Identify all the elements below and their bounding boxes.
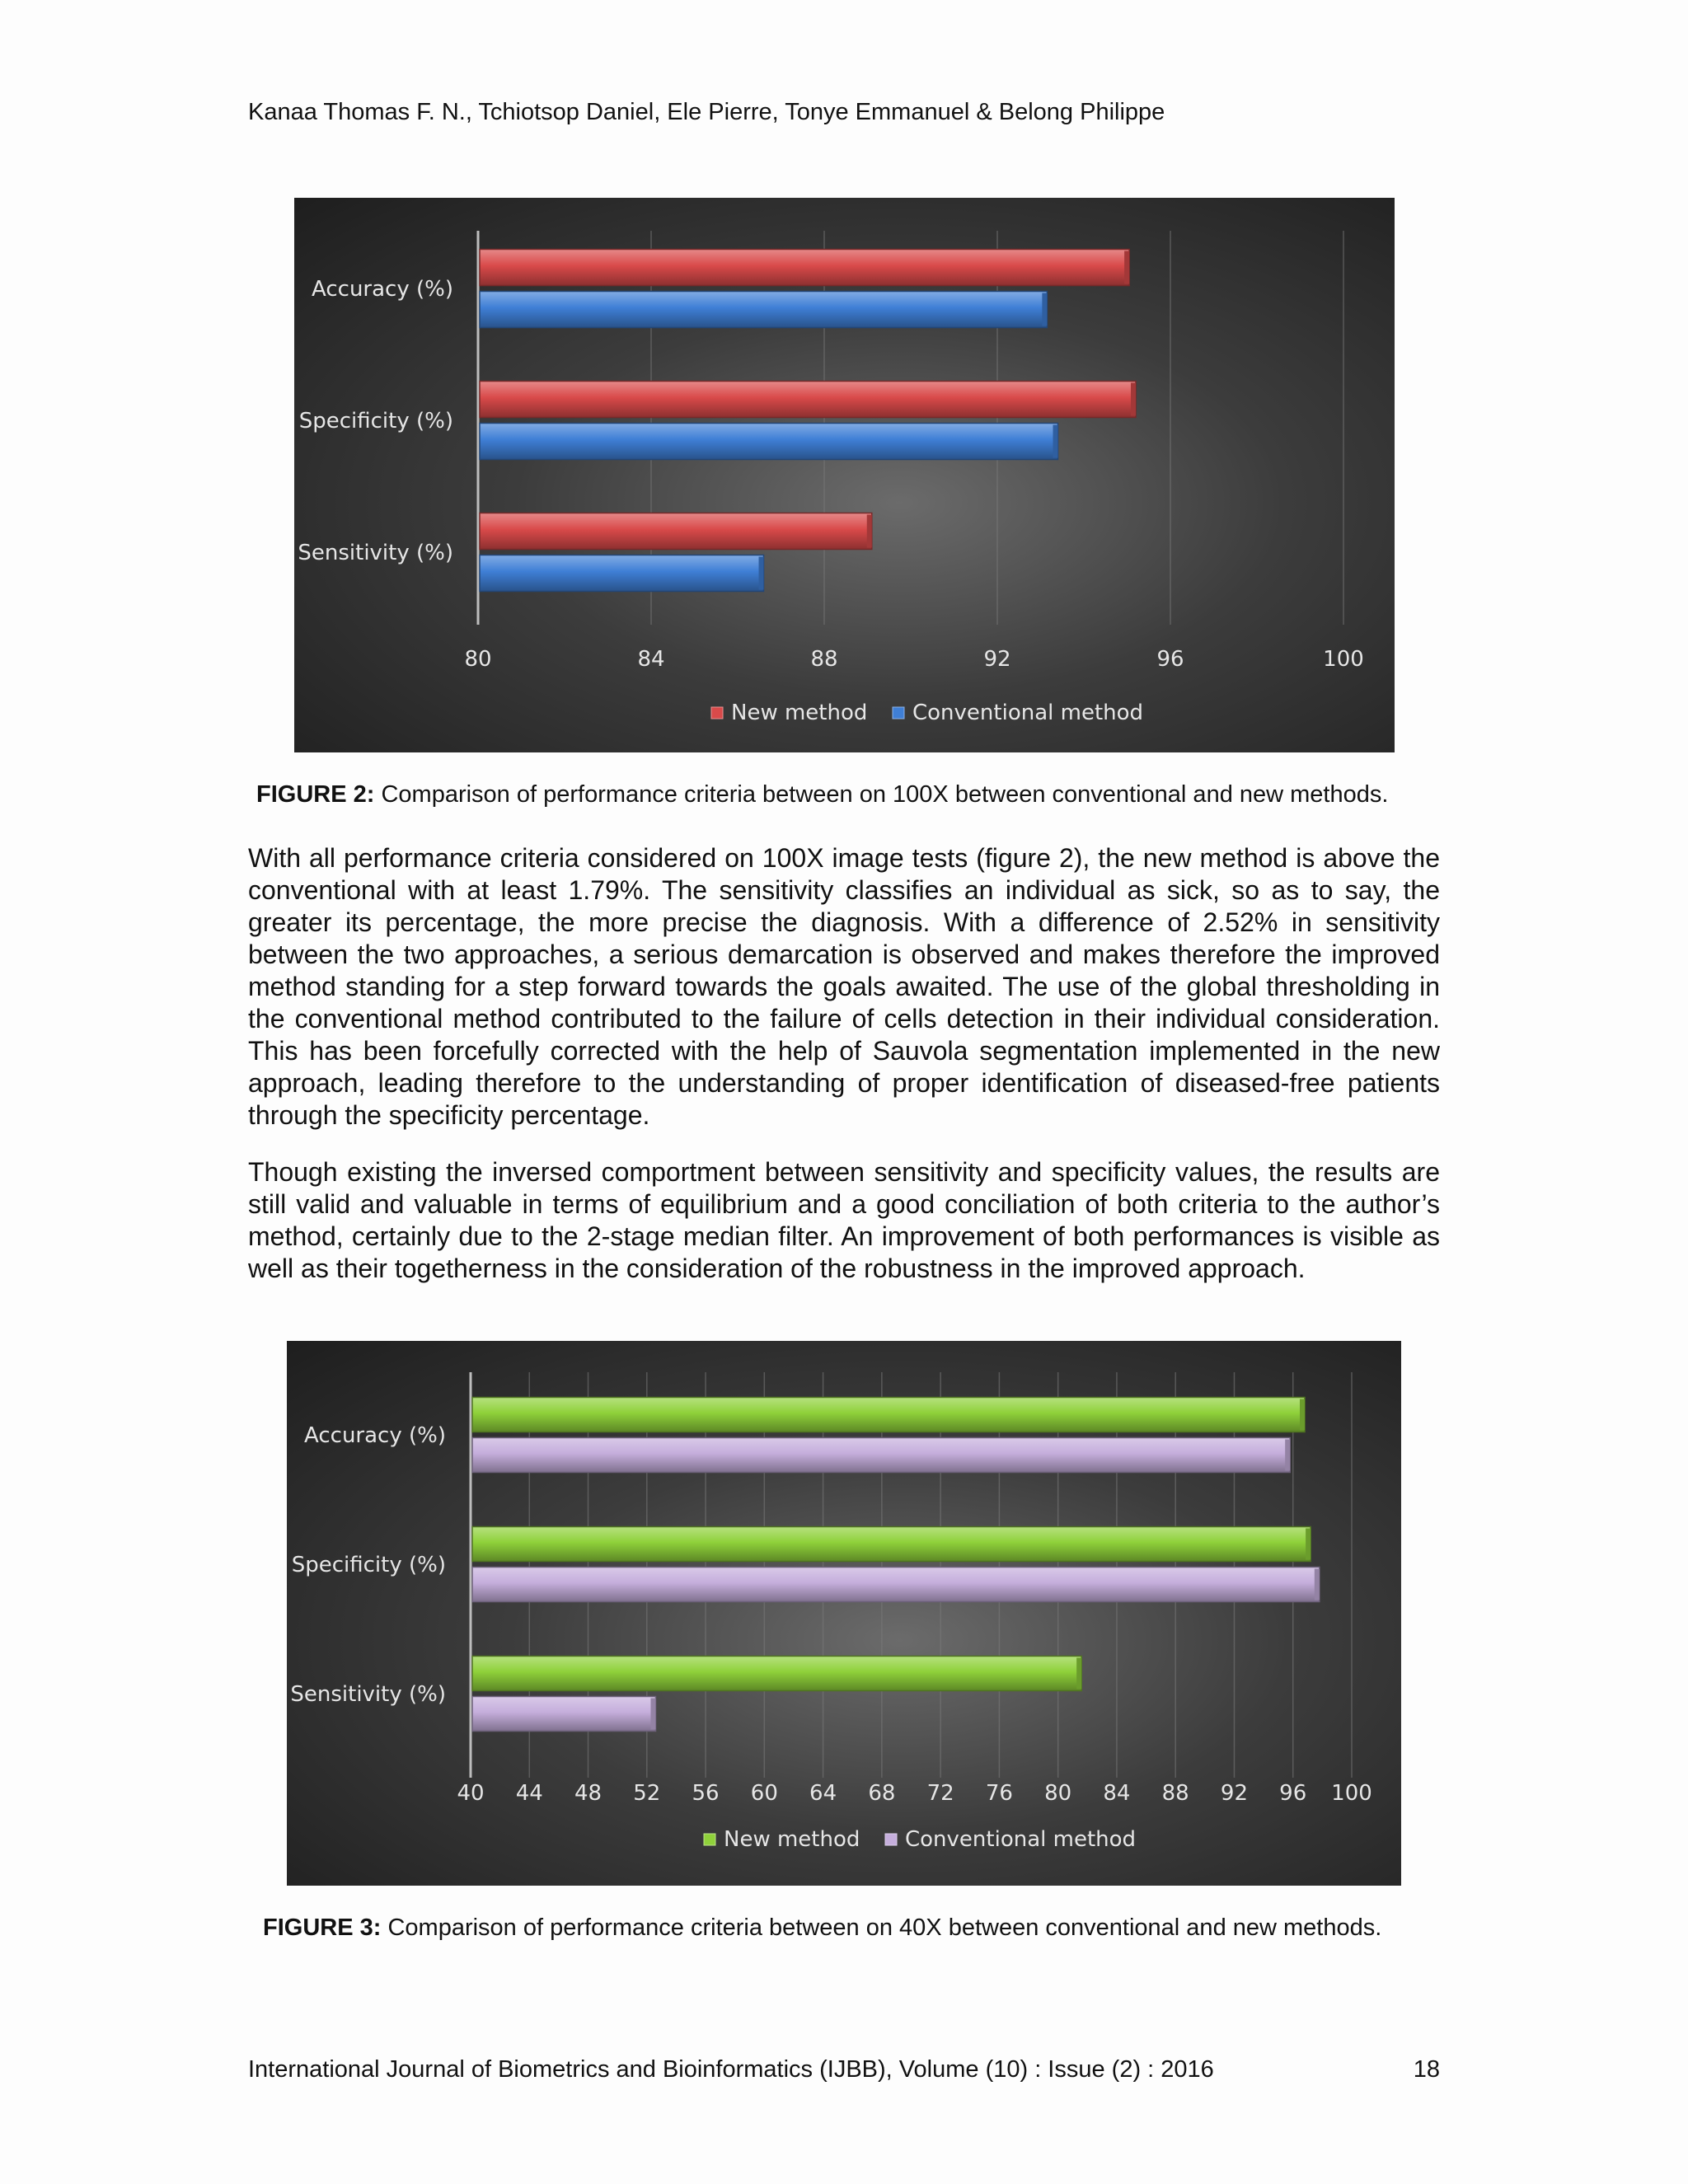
x-tick-label: 56 [692, 1781, 720, 1806]
chart-legend [711, 701, 1143, 725]
bar-end-bevel [1131, 383, 1136, 416]
category-label: Specificity (%) [298, 409, 453, 434]
x-tick-label: 96 [1156, 647, 1184, 672]
x-tick-label: 80 [1044, 1781, 1072, 1806]
body-paragraph-2: Though existing the inversed comportment between sensitivity and specificity values, the results are still valid and valuable in terms of equilibrium and a good conciliation of both criteria to the author’s method, certainly due to the 2-stage median filter. An improvement of both performances is visible as well as their togetherness in the consideration of the robustness in the improved approach. [248, 1157, 1440, 1283]
legend-label: Conventional method [905, 1827, 1137, 1852]
x-tick-label: 100 [1323, 647, 1364, 672]
bar-end-bevel [867, 515, 872, 548]
bar-conventional-method [480, 292, 1047, 328]
figure-2-caption [256, 781, 1388, 808]
x-tick-label: 72 [926, 1781, 954, 1806]
bar-new-method [480, 513, 872, 550]
x-tick-label: 100 [1331, 1781, 1372, 1806]
category-label: Accuracy (%) [304, 1423, 446, 1448]
bar-end-bevel [759, 557, 764, 590]
x-tick-label: 84 [637, 647, 665, 672]
legend-swatch [704, 1834, 715, 1845]
journal-citation: International Journal of Biometrics and Bioinformatics (IJBB), Volume (10) : Issue (2) : 2016 [248, 2056, 1214, 2083]
legend-label: New method [724, 1827, 860, 1852]
x-tick-label: 76 [985, 1781, 1013, 1806]
x-tick-label: 96 [1279, 1781, 1307, 1806]
legend-swatch [711, 707, 723, 719]
x-tick-label: 44 [515, 1781, 543, 1806]
bar-end-bevel [1300, 1399, 1305, 1431]
bar-conventional-method [480, 424, 1058, 460]
bar-end-bevel [1306, 1529, 1311, 1560]
page-footer [248, 2056, 1440, 2083]
bar-conventional-method [472, 1438, 1290, 1473]
bar-end-bevel [1053, 425, 1058, 458]
x-tick-label: 64 [809, 1781, 837, 1806]
x-tick-label: 84 [1103, 1781, 1131, 1806]
bar-new-method [480, 382, 1136, 418]
x-tick-label: 40 [457, 1781, 485, 1806]
figure-2-caption-text: Comparison of performance criteria between on 100X between conventional and new methods. [381, 781, 1389, 808]
running-header: Kanaa Thomas F. N., Tchiotsop Daniel, Ele Pierre, Tonye Emmanuel & Belong Philippe [248, 99, 1165, 125]
figure-3-bar-chart [287, 1341, 1401, 1886]
page-number: 18 [1413, 2056, 1440, 2083]
x-tick-label: 92 [1220, 1781, 1249, 1806]
bar-end-bevel [1285, 1440, 1290, 1471]
bar-end-bevel [650, 1699, 655, 1730]
bar-conventional-method [472, 1697, 655, 1732]
x-tick-label: 80 [464, 647, 492, 672]
bar-new-method [472, 1657, 1081, 1691]
bar-end-bevel [1315, 1569, 1320, 1601]
x-tick-label: 68 [868, 1781, 896, 1806]
x-tick-label: 88 [1161, 1781, 1189, 1806]
x-tick-label: 92 [983, 647, 1011, 672]
bar-end-bevel [1124, 251, 1129, 284]
x-tick-label: 60 [750, 1781, 778, 1806]
category-label: Accuracy (%) [312, 277, 453, 302]
legend-swatch [885, 1834, 897, 1845]
category-label: Specificity (%) [291, 1553, 446, 1577]
bar-conventional-method [480, 555, 764, 592]
chart-legend [704, 1827, 1136, 1852]
figure-3-caption [263, 1915, 1381, 1942]
figure-2-bar-chart [294, 198, 1395, 752]
x-tick-label: 52 [633, 1781, 661, 1806]
figure-3-chart [287, 1341, 1401, 1886]
body-paragraph-1: With all performance criteria considered on 100X image tests (figure 2), the new method is above the conventional with at least 1.79%. The sensitivity classifies an individual as sick, so as to say, the greater its percentage, the more precise the diagnosis. With a difference of 2.52% in sensitivity between the two approaches, a serious demarcation is observed and makes therefore the improved method standing for a step forward towards the goals awaited. The use of the global thresholding in the conventional method contributed to the failure of cells detection in their individual consideration. This has been forcefully corrected with the help of Sauvola segmentation implemented in the new approach, leading therefore to the understanding of proper identification of diseased-free patients through the specificity percentage. [248, 843, 1440, 1130]
figure-3-caption-text: Comparison of performance criteria between on 40X between conventional and new methods. [387, 1915, 1382, 1941]
legend-label: Conventional method [912, 701, 1144, 725]
figure-2-label: FIGURE 2: [256, 781, 375, 808]
x-tick-label: 88 [810, 647, 838, 672]
bar-conventional-method [472, 1568, 1320, 1602]
bar-end-bevel [1076, 1658, 1081, 1690]
bar-end-bevel [1042, 293, 1047, 326]
legend-label: New method [731, 701, 868, 725]
figure-2-chart [294, 198, 1395, 752]
figure-3-label: FIGURE 3: [263, 1915, 382, 1941]
bar-new-method [480, 250, 1129, 286]
category-label: Sensitivity (%) [298, 541, 453, 565]
bar-new-method [472, 1398, 1305, 1432]
category-label: Sensitivity (%) [290, 1682, 446, 1707]
x-tick-label: 48 [574, 1781, 603, 1806]
bar-new-method [472, 1527, 1311, 1562]
legend-swatch [893, 707, 904, 719]
